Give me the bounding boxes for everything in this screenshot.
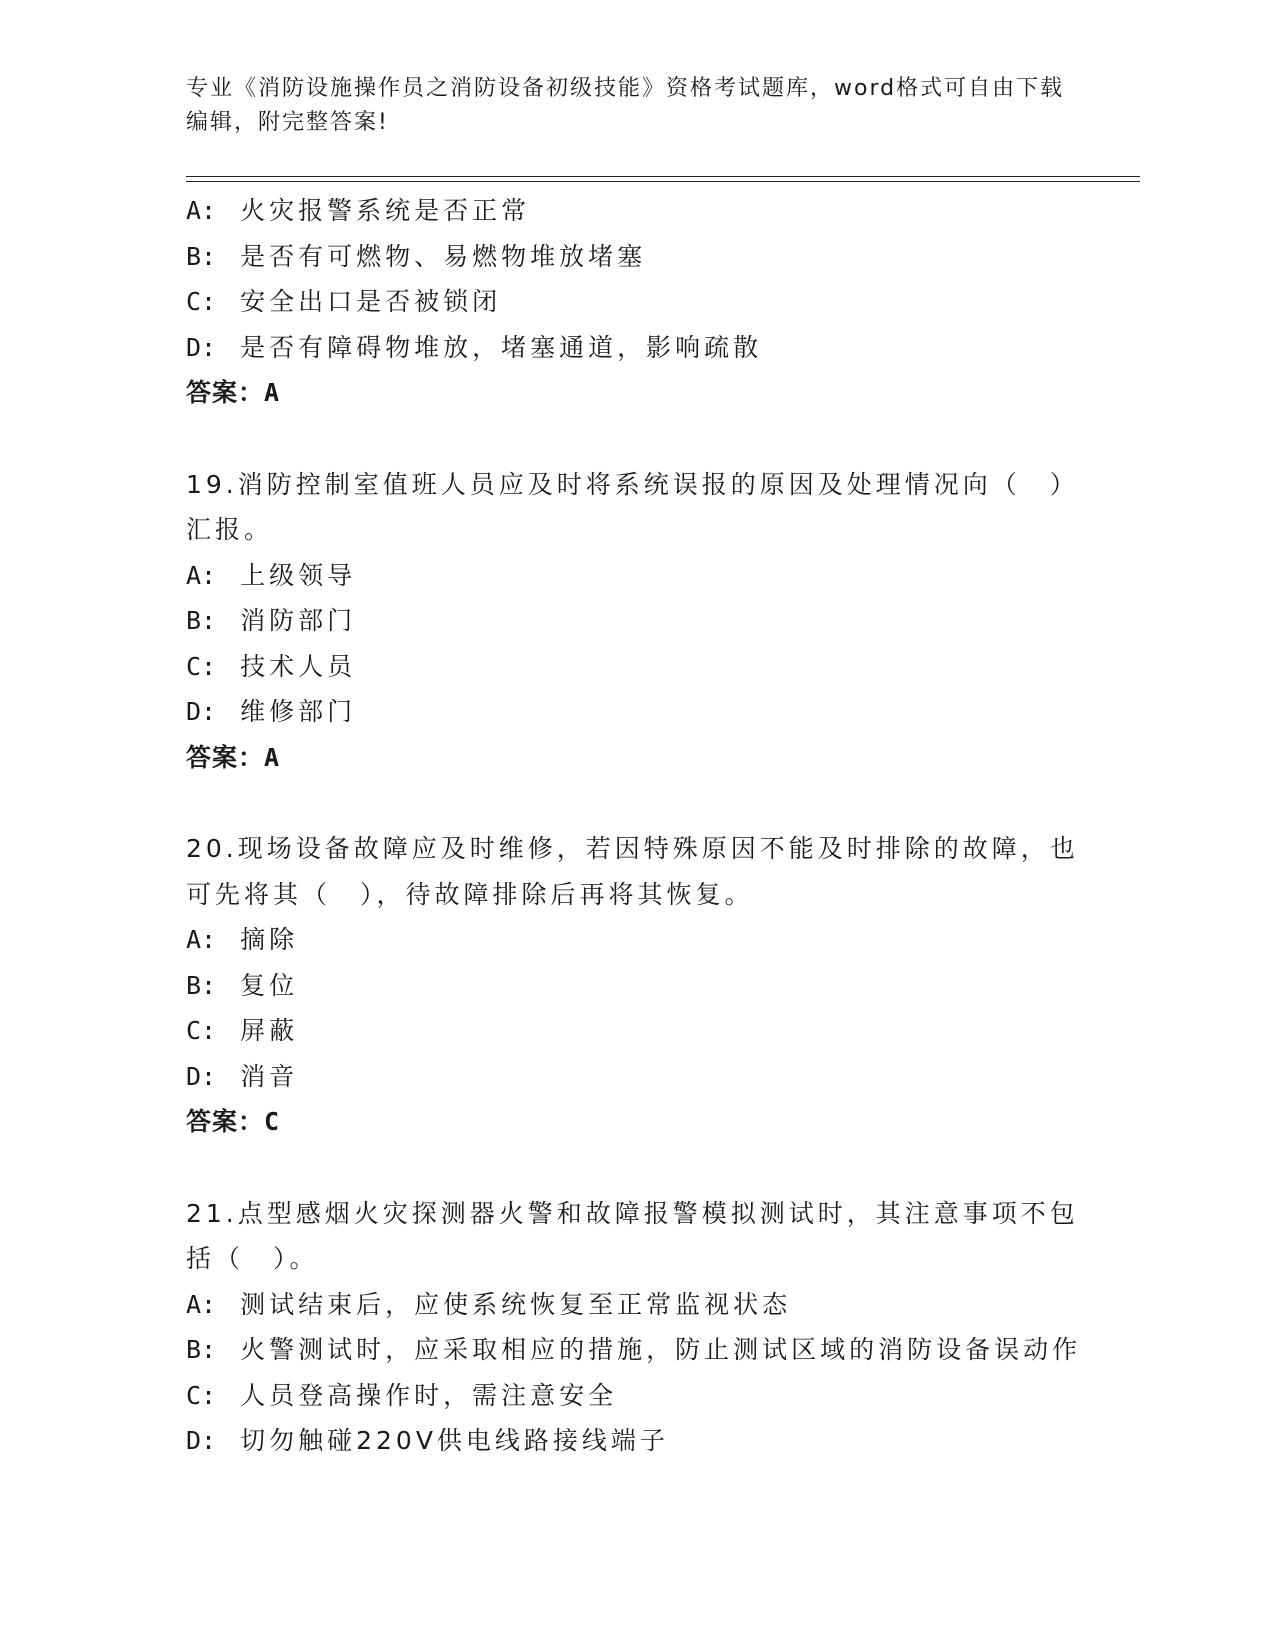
option-key: C: <box>186 1016 217 1045</box>
option-key: B: <box>186 241 217 271</box>
option-text: 上级领导 <box>240 560 357 590</box>
option-a <box>186 1282 1086 1328</box>
answer-label: 答案： <box>186 742 265 772</box>
option-key: D: <box>186 1426 217 1455</box>
answer-value: C <box>264 1107 281 1136</box>
option-key: C: <box>186 287 217 316</box>
answer-value: A <box>264 742 281 772</box>
option-text: 屏蔽 <box>240 1016 299 1045</box>
option-key: D: <box>186 1061 217 1091</box>
option-key: A: <box>186 560 217 590</box>
question-block-18 <box>186 188 1086 416</box>
option-text: 摘除 <box>240 925 299 954</box>
option-text: 技术人员 <box>240 651 357 681</box>
answer-value: A <box>264 378 281 407</box>
option-key: C: <box>186 651 217 681</box>
option-b <box>186 1327 1086 1373</box>
option-key: B: <box>186 606 217 635</box>
question-text: 汇报。 <box>186 515 274 544</box>
option-c <box>186 1008 1086 1054</box>
option-d <box>186 325 1086 371</box>
question-stem-line-2 <box>186 872 1086 918</box>
spacer <box>186 1145 1086 1191</box>
option-b <box>186 598 1086 644</box>
option-a <box>186 917 1086 963</box>
answer-label: 答案： <box>186 1107 265 1136</box>
answer-line <box>186 370 1086 416</box>
option-text: 是否有障碍物堆放，堵塞通道，影响疏散 <box>240 332 763 362</box>
option-c <box>186 1373 1086 1419</box>
question-block-21 <box>186 1191 1086 1464</box>
option-key: A: <box>186 196 217 225</box>
question-text: 19.消防控制室值班人员应及时将系统误报的原因及处理情况向（ ） <box>186 469 1079 499</box>
option-key: B: <box>186 1335 217 1364</box>
option-text: 火警测试时，应采取相应的措施，防止测试区域的消防设备误动作 <box>240 1335 1082 1364</box>
question-text: 20.现场设备故障应及时维修，若因特殊原因不能及时排除的故障，也 <box>186 834 1079 863</box>
answer-line <box>186 1099 1086 1145</box>
option-c <box>186 279 1086 325</box>
option-text: 测试结束后，应使系统恢复至正常监视状态 <box>240 1289 792 1319</box>
option-a <box>186 188 1086 234</box>
option-key: C: <box>186 1380 217 1410</box>
option-text: 消音 <box>240 1061 299 1091</box>
option-d <box>186 1054 1086 1100</box>
question-text: 21.点型感烟火灾探测器火警和故障报警模拟测试时，其注意事项不包 <box>186 1198 1079 1228</box>
option-text: 切勿触碰220V供电线路接线端子 <box>240 1426 669 1455</box>
option-text: 复位 <box>240 970 299 1000</box>
question-content <box>186 188 1086 1464</box>
option-key: D: <box>186 332 217 362</box>
question-block-19 <box>186 462 1086 781</box>
option-text: 火灾报警系统是否正常 <box>240 196 531 225</box>
header-rule-bottom <box>186 181 1140 182</box>
option-b <box>186 234 1086 280</box>
option-key: A: <box>186 1289 217 1319</box>
question-stem-line-1 <box>186 462 1086 508</box>
option-text: 消防部门 <box>240 606 357 635</box>
question-block-20 <box>186 826 1086 1145</box>
question-text: 可先将其（ ），待故障排除后再将其恢复。 <box>186 879 754 909</box>
header-intro-text: 专业《消防设施操作员之消防设备初级技能》资格考试题库，word格式可自由下载编辑，附完整答案! <box>186 76 1065 135</box>
spacer <box>186 416 1086 462</box>
option-text: 是否有可燃物、易燃物堆放堵塞 <box>240 241 647 271</box>
option-a <box>186 553 1086 599</box>
option-text: 维修部门 <box>240 697 357 726</box>
question-stem-line-2 <box>186 1236 1086 1282</box>
answer-label: 答案： <box>186 378 265 407</box>
question-stem-line-1 <box>186 826 1086 872</box>
option-text: 安全出口是否被锁闭 <box>240 287 502 316</box>
question-text: 括（ ）。 <box>186 1244 319 1273</box>
spacer <box>186 780 1086 826</box>
document-header <box>186 72 1066 140</box>
option-key: B: <box>186 970 217 1000</box>
option-d <box>186 1418 1086 1464</box>
option-d <box>186 689 1086 735</box>
option-key: D: <box>186 697 217 726</box>
question-stem-line-1 <box>186 1191 1086 1237</box>
option-c <box>186 644 1086 690</box>
header-rule-top <box>186 176 1140 177</box>
option-key: A: <box>186 925 217 954</box>
option-b <box>186 963 1086 1009</box>
answer-line <box>186 735 1086 781</box>
option-text: 人员登高操作时，需注意安全 <box>240 1380 618 1410</box>
question-stem-line-2 <box>186 507 1086 553</box>
